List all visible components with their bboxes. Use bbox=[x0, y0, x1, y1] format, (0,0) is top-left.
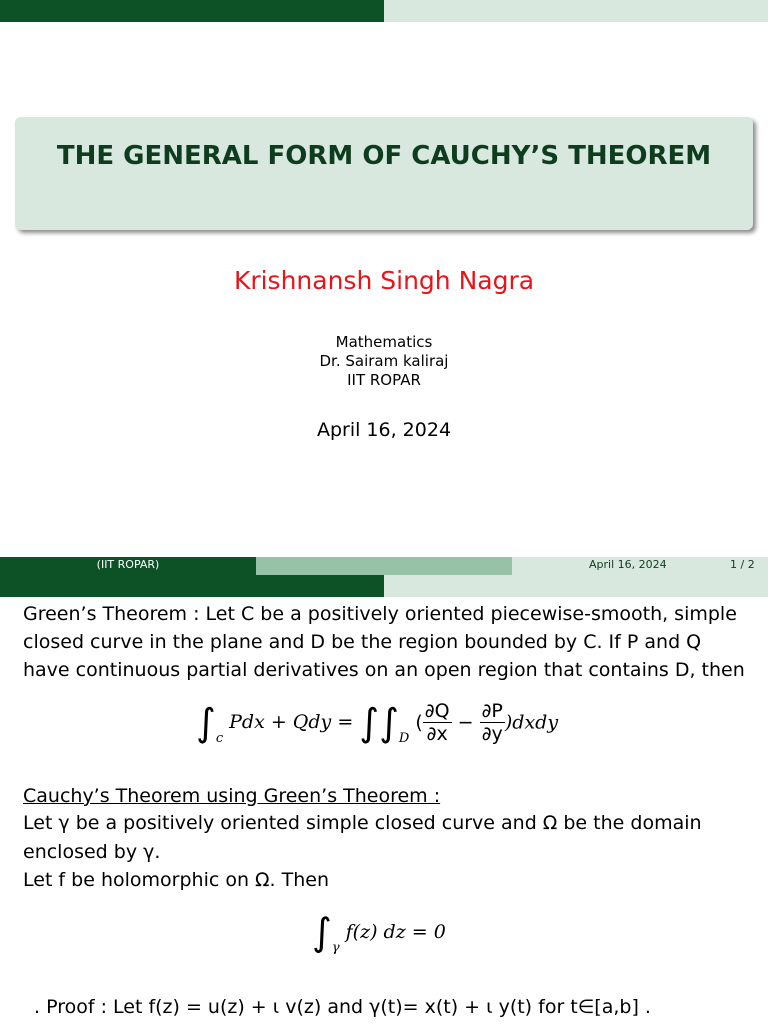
top-bar-light bbox=[384, 0, 768, 22]
minus-sign: − bbox=[457, 711, 474, 734]
rhs-subscript: D bbox=[398, 731, 410, 746]
cauchy-formula bbox=[312, 910, 446, 956]
fraction-dp-dy: $\frac{\partial P}{\partial y}$ bbox=[481, 700, 503, 745]
footer-date: April 16, 2024 bbox=[589, 558, 667, 571]
slide2-top-bar-light bbox=[384, 575, 768, 597]
footer-page-number: 1 / 2 bbox=[730, 558, 755, 571]
greens-theorem-line-2: closed curve in the plane and D be the region bounded by C. If P and Q bbox=[23, 631, 702, 653]
contour-integral-sign: ∫ bbox=[312, 910, 332, 954]
greens-formula bbox=[196, 700, 596, 746]
slide-title: THE GENERAL FORM OF CAUCHY’S THEOREM bbox=[56, 141, 712, 171]
cauchy-heading: Cauchy’s Theorem using Green’s Theorem : bbox=[23, 785, 441, 807]
open-paren: ( bbox=[415, 711, 423, 734]
top-bar-dark bbox=[0, 0, 384, 22]
integral-sign: ∫ bbox=[196, 700, 216, 745]
greens-theorem-line-3: have continuous partial derivatives on an open region that contains D, then bbox=[23, 659, 745, 681]
greens-theorem-line-1: Green’s Theorem : Let C be a positively oriented piecewise-smooth, simple bbox=[23, 603, 737, 625]
cauchy-expression: f(z) dz = 0 bbox=[345, 921, 446, 943]
author-name: Krishnansh Singh Nagra bbox=[233, 266, 535, 295]
cauchy-line-2: enclosed by γ. bbox=[23, 841, 161, 863]
double-integral-sign: ∫∫ bbox=[359, 700, 399, 745]
footer-institute: (IIT ROPAR) bbox=[96, 558, 160, 571]
institute-line-1: Mathematics bbox=[335, 333, 433, 351]
footer-bar-mid bbox=[256, 557, 512, 575]
formula-tail: )dxdy bbox=[504, 711, 559, 734]
lhs-subscript: c bbox=[215, 731, 224, 746]
cauchy-line-3: Let f be holomorphic on Ω. Then bbox=[23, 869, 330, 891]
presentation-date: April 16, 2024 bbox=[316, 419, 452, 441]
institute-line-3: IIT ROPAR bbox=[347, 371, 421, 389]
cauchy-line-1: Let γ be a positively oriented simple closed curve and Ω be the domain bbox=[23, 812, 702, 834]
contour-subscript: γ bbox=[331, 940, 340, 956]
institute-line-2: Dr. Sairam kaliraj bbox=[319, 352, 449, 370]
proof-line: . Proof : Let f(z) = u(z) + ι v(z) and γ(t)= x(t) + ι y(t) for t∈[a,b] . bbox=[34, 996, 651, 1018]
lhs-expression: Pdx + Qdy = bbox=[229, 711, 354, 733]
slide2-top-bar-dark bbox=[0, 575, 384, 597]
fraction-dq-dx: $\frac{\partial Q}{\partial x}$ bbox=[424, 700, 450, 745]
